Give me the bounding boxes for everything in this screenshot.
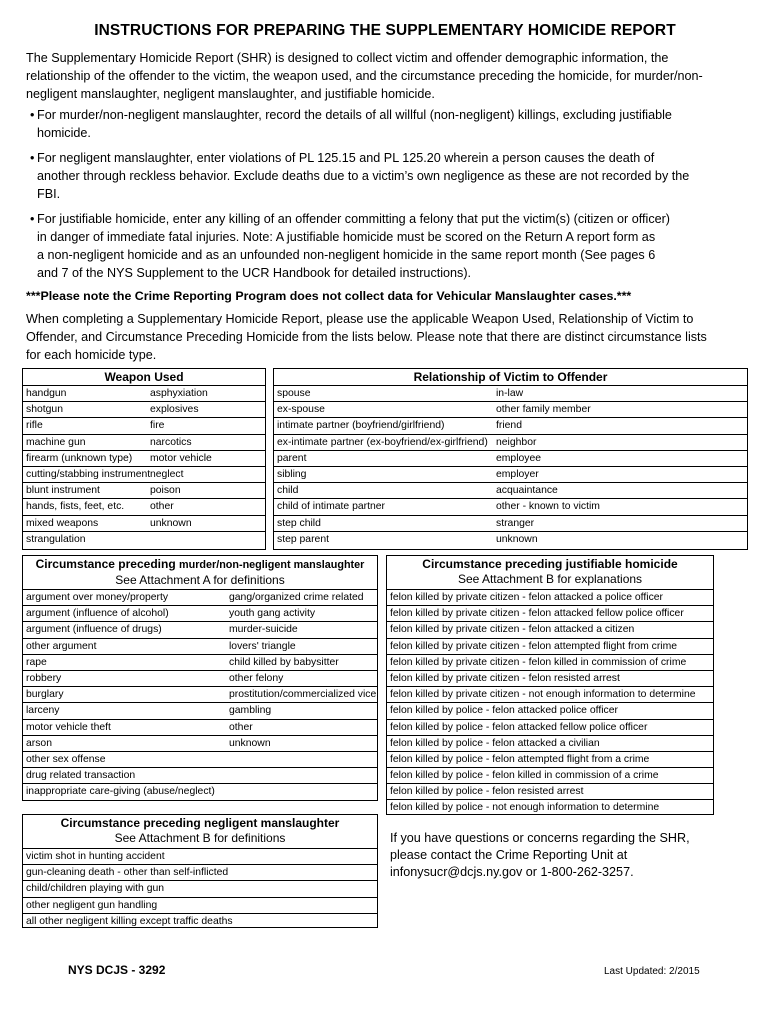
intro-line: relationship of the offender to the victim, the weapon used, and the circumstance preceding the homicide, for murder/non-: [26, 69, 703, 83]
table-cell: narcotics: [150, 436, 192, 448]
table-cell: felon killed by private citizen - not enough information to determine: [390, 689, 696, 701]
table-cell: felon killed by police - felon attacked police officer: [390, 705, 618, 717]
intro-line: negligent manslaughter, negligent manslaughter, and justifiable homicide.: [26, 87, 435, 101]
bullet-icon: •: [30, 212, 35, 226]
contact-info: [390, 830, 720, 881]
table-cell: inappropriate care-giving (abuse/neglect): [26, 786, 215, 798]
table-cell: unknown: [150, 517, 192, 529]
bullet-line: FBI.: [37, 187, 61, 201]
justifiable-circumstance-header: [387, 556, 713, 590]
table-row: [23, 590, 377, 606]
table-cell: murder-suicide: [229, 624, 298, 636]
justifiable-title: Circumstance preceding justifiable homicide: [422, 557, 678, 571]
table-cell: neighbor: [496, 436, 537, 448]
bullet-line: and 7 of the NYS Supplement to the UCR Handbook for detailed instructions).: [37, 266, 472, 280]
table-cell: employer: [496, 468, 539, 480]
table-row: [274, 532, 747, 548]
relationship-rows: [274, 386, 747, 548]
table-cell: larceny: [26, 705, 60, 717]
table-cell: felon killed by private citizen - felon attacked a police officer: [390, 592, 663, 603]
intro-line: The Supplementary Homicide Report (SHR) is designed to collect victim and offender demographic information, the: [26, 51, 669, 65]
table-cell: shotgun: [26, 404, 63, 416]
murder-subtitle: See Attachment A for definitions: [115, 573, 285, 587]
table-cell: explosives: [150, 404, 199, 416]
table-cell: victim shot in hunting accident: [26, 851, 165, 862]
negligent-title: Circumstance preceding negligent manslaughter: [60, 816, 340, 830]
contact-line: please contact the Crime Reporting Unit at: [390, 848, 628, 862]
table-cell: gun-cleaning death - other than self-inflicted: [26, 867, 229, 879]
justifiable-circumstance-rows: [387, 590, 713, 817]
table-row: [23, 849, 377, 865]
table-cell: step child: [277, 517, 321, 529]
table-row: [23, 655, 377, 671]
table-row: [23, 768, 377, 784]
table-row: [274, 402, 747, 418]
table-row: [387, 703, 713, 719]
table-cell: firearm (unknown type): [26, 452, 133, 464]
table-cell: gambling: [229, 705, 272, 717]
table-row: [274, 499, 747, 515]
table-row: [23, 402, 265, 418]
table-cell: lovers' triangle: [229, 640, 296, 652]
table-row: [23, 752, 377, 768]
table-cell: stranger: [496, 517, 535, 529]
table-row: [23, 516, 265, 532]
table-row: [387, 671, 713, 687]
table-cell: friend: [496, 420, 522, 432]
completing-paragraph: [26, 310, 726, 364]
table-cell: unknown: [229, 737, 271, 749]
completing-line: Offender, and Circumstance Preceding Homicide from the lists below. Please note that there are distinct circumstance lists: [26, 330, 707, 344]
bullet-line: For negligent manslaughter, enter violations of PL 125.15 and PL 125.20 wherein a person causes the death of: [37, 151, 655, 165]
table-cell: parent: [277, 452, 307, 464]
completing-line: for each homicide type.: [26, 348, 157, 362]
bullet-line: For murder/non-negligent manslaughter, record the details of all willful (non-negligent) killings, excluding justifiable: [37, 108, 672, 122]
table-row: [23, 639, 377, 655]
table-cell: motor vehicle: [150, 452, 212, 464]
table-cell: felon killed by private citizen - felon attacked fellow police officer: [390, 608, 684, 620]
weapon-used-rows: [23, 386, 265, 548]
bullet-icon: •: [30, 151, 35, 165]
table-row: [23, 622, 377, 638]
table-row: [387, 590, 713, 606]
table-cell: felon killed by private citizen - felon attacked a citizen: [390, 624, 635, 636]
table-cell: ex-spouse: [277, 404, 325, 416]
table-cell: felon killed by private citizen - felon resisted arrest: [390, 672, 620, 684]
table-cell: felon killed by police - felon killed in commission of a crime: [390, 770, 659, 782]
table-cell: other - known to victim: [496, 501, 600, 513]
negligent-circumstance-rows: [23, 849, 377, 930]
table-cell: mixed weapons: [26, 517, 99, 529]
table-row: [274, 451, 747, 467]
table-cell: all other negligent killing except traffic deaths: [26, 915, 233, 927]
table-cell: felon killed by police - felon attacked fellow police officer: [390, 721, 648, 733]
table-row: [387, 606, 713, 622]
table-row: [23, 435, 265, 451]
table-row: [387, 736, 713, 752]
bullet-icon: •: [30, 108, 35, 122]
table-cell: other family member: [496, 404, 591, 416]
table-row: [23, 687, 377, 703]
table-cell: child of intimate partner: [277, 501, 386, 513]
relationship-table: [273, 368, 748, 550]
murder-title-rest: murder/non-negligent manslaughter: [179, 559, 365, 571]
table-cell: spouse: [277, 388, 311, 399]
table-row: [387, 622, 713, 638]
table-row: [23, 784, 377, 800]
last-updated: Last Updated: 2/2015: [604, 966, 700, 977]
bullet-negligent: [30, 149, 720, 203]
table-cell: felon killed by police - not enough information to determine: [390, 802, 660, 814]
table-row: [387, 639, 713, 655]
table-row: [274, 418, 747, 434]
table-row: [23, 467, 265, 483]
table-row: [23, 914, 377, 930]
table-cell: other felony: [229, 672, 284, 684]
table-cell: sibling: [277, 468, 307, 480]
bullet-line: another through reckless behavior. Exclude deaths due to a victim’s own negligence as these are not recorded by the: [37, 169, 690, 183]
table-row: [23, 671, 377, 687]
table-cell: blunt instrument: [26, 485, 100, 497]
table-row: [23, 720, 377, 736]
table-cell: other negligent gun handling: [26, 899, 158, 911]
relationship-title: Relationship of Victim to Offender: [413, 370, 608, 384]
table-cell: burglary: [26, 689, 64, 701]
table-cell: youth gang activity: [229, 608, 316, 620]
table-cell: other sex offense: [26, 753, 106, 765]
table-row: [387, 800, 713, 816]
table-cell: argument (influence of alcohol): [26, 608, 169, 620]
table-cell: other: [229, 721, 253, 733]
table-cell: ex-intimate partner (ex-boyfriend/ex-girlfriend): [277, 436, 488, 448]
table-cell: handgun: [26, 388, 67, 399]
table-cell: felon killed by private citizen - felon attempted flight from crime: [390, 640, 678, 652]
table-cell: machine gun: [26, 436, 86, 448]
table-cell: rape: [26, 656, 47, 668]
intro-paragraph: [26, 49, 726, 103]
form-id: NYS DCJS - 3292: [68, 963, 166, 977]
table-cell: child: [277, 485, 299, 497]
table-cell: child/children playing with gun: [26, 883, 165, 895]
table-cell: child killed by babysitter: [229, 656, 339, 668]
weapon-used-header: [23, 369, 265, 386]
table-cell: hands, fists, feet, etc.: [26, 501, 125, 513]
table-row: [274, 516, 747, 532]
table-cell: intimate partner (boyfriend/girlfriend): [277, 420, 445, 432]
completing-line: When completing a Supplementary Homicide Report, please use the applicable Weapon Used, Relationship of Victim to: [26, 312, 694, 326]
weapon-used-title: Weapon Used: [104, 370, 184, 384]
table-row: [23, 386, 265, 402]
table-cell: other argument: [26, 640, 97, 652]
table-row: [23, 736, 377, 752]
table-row: [387, 655, 713, 671]
bullet-murder: [30, 106, 720, 142]
bullet-line: a non-negligent homicide and as an unfounded non-negligent homicide in the same report month (See pages 6: [37, 248, 656, 262]
bullet-line: For justifiable homicide, enter any killing of an offender committing a felony that put the victim(s) (citizen or officer): [37, 212, 671, 226]
bullet-line: homicide.: [37, 126, 91, 140]
table-row: [387, 752, 713, 768]
table-row: [387, 687, 713, 703]
negligent-circumstance-header: [23, 815, 377, 849]
table-cell: argument over money/property: [26, 592, 169, 603]
table-cell: acquaintance: [496, 485, 558, 497]
table-cell: in-law: [496, 388, 524, 399]
table-row: [274, 386, 747, 402]
murder-circumstance-header: [23, 556, 377, 590]
table-cell: motor vehicle theft: [26, 721, 111, 733]
table-row: [23, 865, 377, 881]
table-cell: employee: [496, 452, 542, 464]
table-row: [387, 768, 713, 784]
table-cell: felon killed by police - felon resisted arrest: [390, 786, 584, 798]
table-cell: felon killed by police - felon attacked a civilian: [390, 737, 600, 749]
justifiable-subtitle: See Attachment B for explanations: [457, 572, 643, 586]
contact-line: infonysucr@dcjs.ny.gov or 1-800-262-3257.: [390, 865, 634, 879]
table-row: [274, 435, 747, 451]
table-row: [23, 881, 377, 897]
justifiable-circumstance-table: [386, 555, 714, 815]
murder-circumstance-rows: [23, 590, 377, 800]
table-row: [23, 703, 377, 719]
table-cell: gang/organized crime related: [229, 592, 364, 603]
table-cell: poison: [150, 485, 181, 497]
table-row: [23, 451, 265, 467]
table-cell: asphyxiation: [150, 388, 208, 399]
murder-title-bold: Circumstance preceding: [35, 557, 176, 571]
table-cell: step parent: [277, 533, 329, 545]
table-cell: cutting/stabbing instrument: [26, 468, 151, 480]
table-cell: strangulation: [26, 533, 86, 545]
relationship-header: [274, 369, 747, 386]
table-row: [274, 483, 747, 499]
murder-circumstance-table: [22, 555, 378, 801]
table-cell: argument (influence of drugs): [26, 624, 162, 636]
table-row: [274, 467, 747, 483]
table-row: [387, 720, 713, 736]
table-cell: fire: [150, 420, 165, 432]
bullet-line: in danger of immediate fatal injuries. Note: A justifiable homicide must be scored on the Return A report form as: [37, 230, 656, 244]
table-row: [23, 499, 265, 515]
table-row: [23, 606, 377, 622]
table-cell: felon killed by police - felon attempted flight from a crime: [390, 753, 650, 765]
bullet-justifiable: [30, 210, 720, 282]
table-cell: neglect: [150, 468, 184, 480]
page-title: INSTRUCTIONS FOR PREPARING THE SUPPLEMENTARY HOMICIDE REPORT: [94, 22, 676, 39]
table-cell: rifle: [26, 420, 43, 432]
table-cell: robbery: [26, 672, 62, 684]
negligent-subtitle: See Attachment B for definitions: [114, 831, 286, 845]
table-cell: drug related transaction: [26, 770, 136, 782]
table-row: [23, 418, 265, 434]
table-cell: prostitution/commercialized vice: [229, 689, 377, 701]
table-cell: unknown: [496, 533, 538, 545]
negligent-circumstance-table: [22, 814, 378, 928]
weapon-used-table: [22, 368, 266, 550]
table-cell: arson: [26, 737, 52, 749]
table-cell: felon killed by private citizen - felon killed in commission of crime: [390, 656, 687, 668]
vehicular-note: ***Please note the Crime Reporting Program does not collect data for Vehicular Manslaughter cases.***: [26, 289, 632, 303]
table-row: [23, 532, 265, 548]
table-row: [23, 483, 265, 499]
table-row: [387, 784, 713, 800]
contact-line: If you have questions or concerns regarding the SHR,: [390, 831, 690, 845]
table-cell: other: [150, 501, 174, 513]
table-row: [23, 898, 377, 914]
